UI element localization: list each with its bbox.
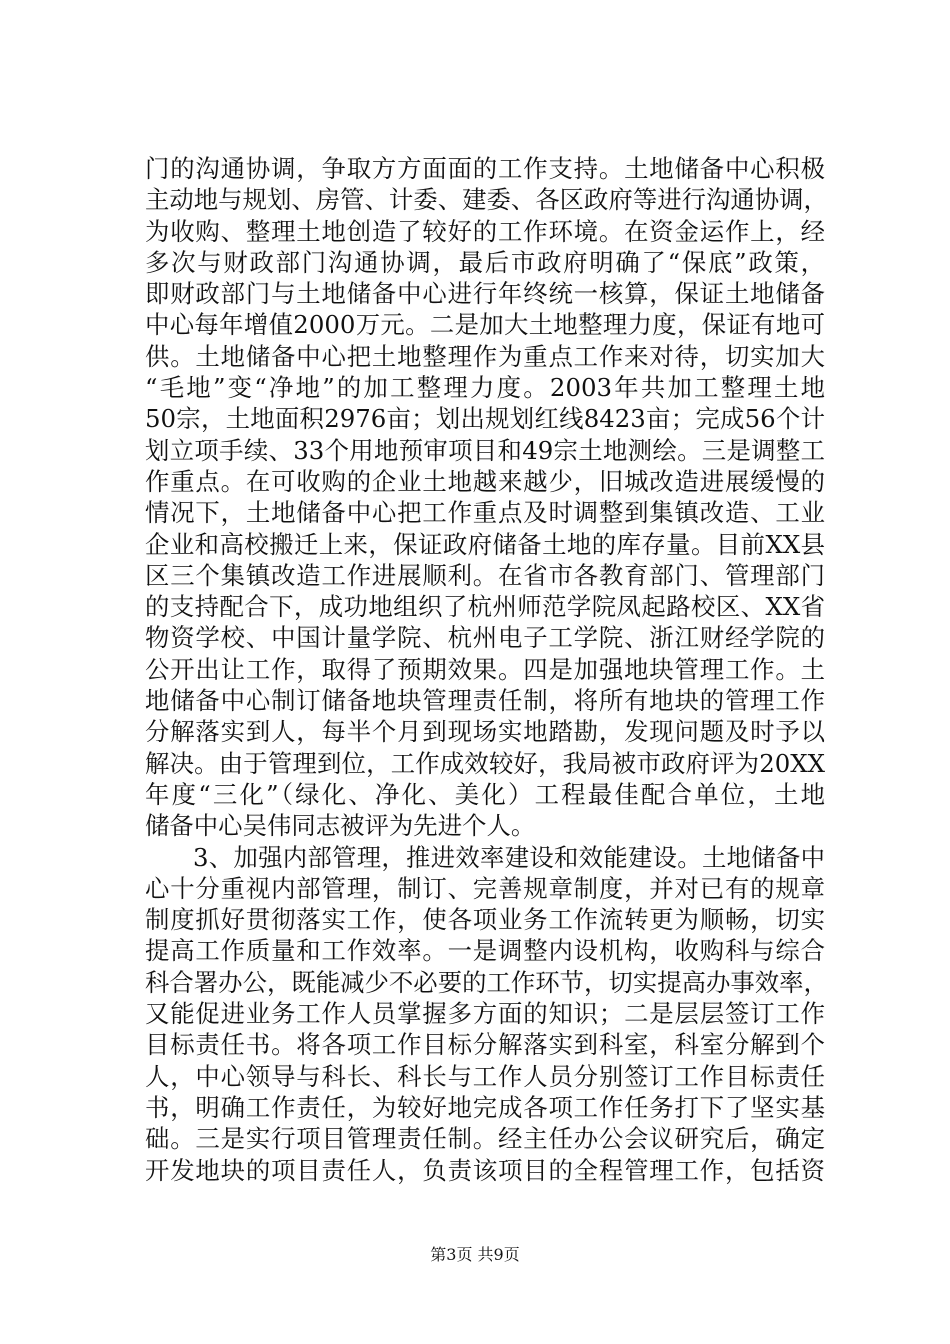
text-line: 年度“三化”（绿化、净化、美化）工程最佳配合单位，土地: [145, 779, 825, 809]
text-line: 心十分重视内部管理，制订、完善规章制度，并对已有的规章: [145, 873, 825, 903]
text-line: 础。三是实行项目管理责任制。经主任办公会议研究后，确定: [145, 1124, 825, 1154]
text-line: 划立项手续、33个用地预审项目和49宗土地测绘。三是调整工: [145, 435, 825, 465]
text-line: 地储备中心制订储备地块管理责任制，将所有地块的管理工作: [145, 686, 825, 716]
text-line: 门的沟通协调，争取方方面面的工作支持。土地储备中心积极: [145, 154, 825, 183]
page-indicator: 第3页 共9页: [430, 1245, 520, 1264]
text-line: “毛地”变“净地”的加工整理力度。2003年共加工整理土地: [145, 373, 825, 403]
text-line: 提高工作质量和工作效率。一是调整内设机构，收购科与综合: [145, 936, 825, 966]
text-line: 书，明确工作责任，为较好地完成各项工作任务打下了坚实基: [145, 1092, 825, 1122]
text-line: 科合署办公，既能减少不必要的工作环节，切实提高办事效率，: [145, 967, 828, 997]
text-line: 开发地块的项目责任人，负责该项目的全程管理工作，包括资: [145, 1155, 825, 1185]
text-line: 作重点。在可收购的企业土地越来越少，旧城改造进展缓慢的: [145, 466, 825, 496]
text-line: 分解落实到人，每半个月到现场实地踏勘，发现问题及时予以: [145, 717, 825, 747]
text-line: 的支持配合下，成功地组织了杭州师范学院凤起路校区、XX省: [145, 592, 825, 622]
text-line: 即财政部门与土地储备中心进行年终统一核算，保证土地储备: [145, 279, 825, 309]
text-line: 又能促进业务工作人员掌握多方面的知识；二是层层签订工作: [145, 999, 825, 1029]
text-line: 企业和高校搬迁上来，保证政府储备土地的库存量。目前XX县: [145, 529, 825, 559]
text-line: 情况下，土地储备中心把工作重点及时调整到集镇改造、工业: [145, 498, 825, 528]
text-line: 人，中心领导与科长、科长与工作人员分别签订工作目标责任: [145, 1061, 825, 1091]
text-line: 制度抓好贯彻落实工作，使各项业务工作流转更为顺畅，切实: [145, 905, 825, 935]
text-line: 供。土地储备中心把土地整理作为重点工作来对待，切实加大: [145, 341, 825, 371]
text-line: 3、加强内部管理，推进效率建设和效能建设。土地储备中: [193, 842, 825, 872]
text-line: 物资学校、中国计量学院、杭州电子工学院、浙江财经学院的: [145, 623, 825, 653]
text-line: 中心每年增值2000万元。二是加大土地整理力度，保证有地可: [145, 310, 825, 340]
text-line: 主动地与规划、房管、计委、建委、各区政府等进行沟通协调，: [145, 185, 828, 215]
text-line: 多次与财政部门沟通协调，最后市政府明确了“保底”政策，: [145, 247, 825, 277]
text-line: 解决。由于管理到位，工作成效较好，我局被市政府评为20XX: [145, 748, 825, 778]
text-line: 公开出让工作，取得了预期效果。四是加强地块管理工作。土: [145, 654, 825, 684]
body-text: [145, 153, 828, 1186]
text-line: 50宗，土地面积2976亩；划出规划红线8423亩；完成56个计: [145, 404, 825, 434]
text-line: 目标责任书。将各项工作目标分解落实到科室，科室分解到个: [145, 1030, 825, 1060]
text-line: 为收购、整理土地创造了较好的工作环境。在资金运作上，经: [145, 216, 825, 246]
text-line: 储备中心吴伟同志被评为先进个人。: [145, 811, 536, 841]
text-line: 区三个集镇改造工作进展顺利。在省市各教育部门、管理部门: [145, 560, 825, 590]
